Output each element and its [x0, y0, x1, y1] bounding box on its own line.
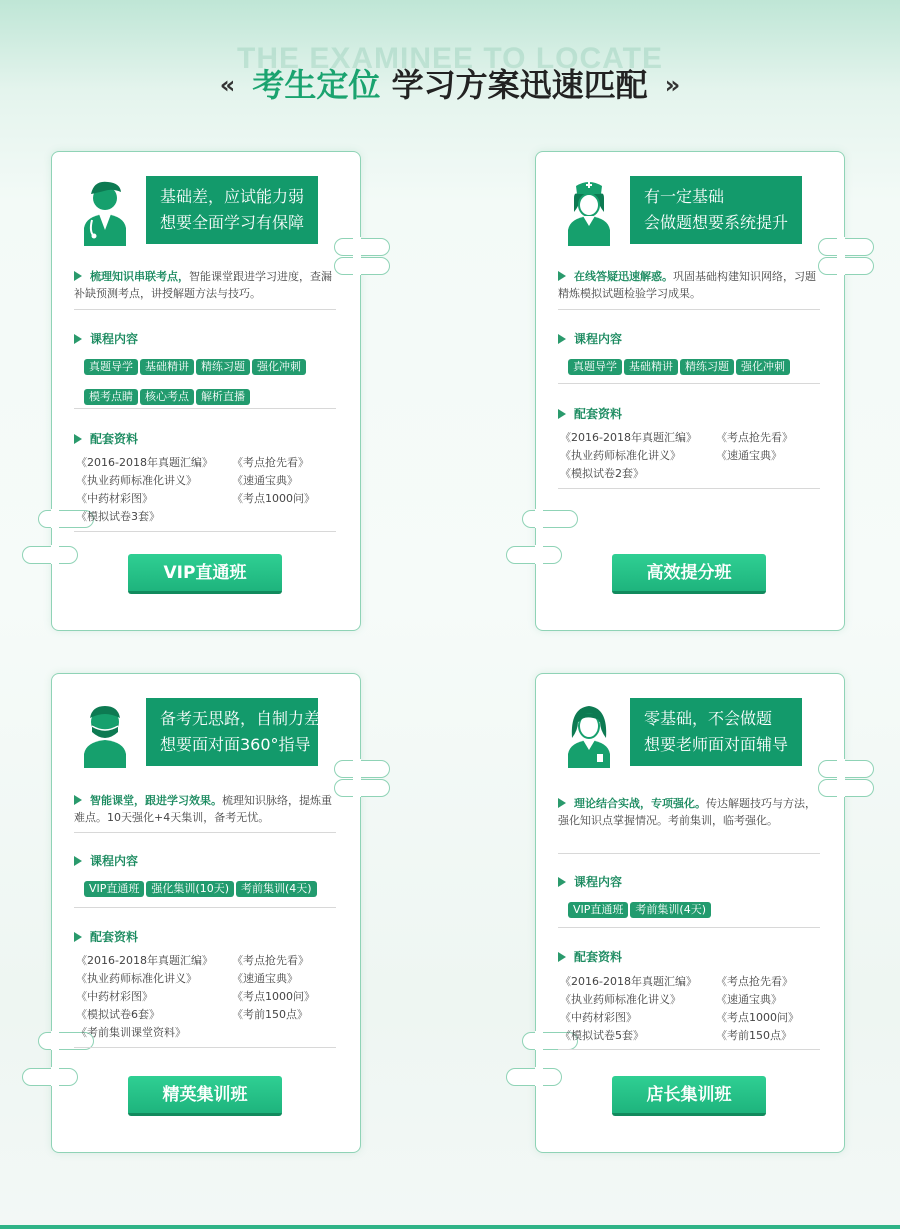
speech-line-1: 有一定基础 — [644, 187, 725, 206]
course-tag: 真题导学 — [84, 359, 138, 375]
speech-bubble — [630, 176, 802, 244]
course-tag: 精练习题 — [196, 359, 250, 375]
speech-line-2: 会做题想要系统提升 — [644, 213, 789, 232]
course-content-title: 课程内容 — [558, 873, 622, 890]
course-tag: 解析直播 — [196, 389, 250, 405]
elite-class-button[interactable]: 精英集训班 — [128, 1076, 282, 1116]
section-header — [0, 30, 900, 110]
section-title — [0, 60, 900, 106]
bullet-triangle-icon — [74, 932, 82, 942]
course-card-manager — [535, 673, 845, 1153]
materials-list — [76, 952, 346, 1042]
course-content-title: 课程内容 — [74, 330, 138, 347]
speech-bubble — [146, 176, 318, 244]
book-item: 《执业药师标准化讲义》 — [560, 449, 681, 462]
speech-line-2: 想要面对面360°指导 — [160, 735, 311, 754]
book-item: 《执业药师标准化讲义》 — [76, 474, 197, 487]
book-item: 《考点抢先看》 — [232, 456, 309, 469]
speech-line-2: 想要老师面对面辅导 — [644, 735, 789, 754]
book-item: 《速通宝典》 — [716, 993, 782, 1006]
course-tag: 模考点睛 — [84, 389, 138, 405]
book-item: 《速通宝典》 — [716, 449, 782, 462]
materials-title: 配套资料 — [558, 405, 622, 422]
speech-line-1: 零基础，不会做题 — [644, 709, 773, 728]
bullet-triangle-icon — [558, 952, 566, 962]
intro-text: 传达解题技巧与方法，强化知识点掌握情况。考前集训，临考强化。 — [558, 797, 816, 827]
speech-bubble — [146, 698, 321, 766]
book-item: 《考点1000问》 — [716, 1011, 799, 1024]
book-item: 《考点抢先看》 — [716, 431, 793, 444]
course-intro — [558, 795, 820, 829]
vip-class-button[interactable]: VIP直通班 — [128, 554, 282, 594]
book-item: 《模拟试卷3套》 — [76, 510, 160, 523]
book-item: 《2016-2018年真题汇编》 — [76, 456, 213, 469]
book-item: 《考前集训课堂资料》 — [76, 1026, 186, 1039]
course-card-efficient — [535, 151, 845, 631]
bullet-triangle-icon — [74, 795, 82, 805]
intro-text: 智能课堂跟进学习进度，查漏补缺预测考点，讲授解题方法与技巧。 — [74, 270, 332, 300]
course-tags — [84, 877, 344, 907]
intro-highlight: 在线答疑迅速解惑。 — [574, 270, 673, 283]
masked-person-icon — [80, 700, 130, 768]
course-card-vip — [51, 151, 361, 631]
intro-highlight: 智能课堂，跟进学习效果。 — [90, 794, 222, 807]
intro-text: 巩固基础构建知识网络，习题精炼模拟试题检验学习成果。 — [558, 270, 816, 300]
course-intro — [74, 268, 336, 302]
course-content-title: 课程内容 — [74, 852, 138, 869]
doctor-icon — [80, 178, 130, 246]
bullet-triangle-icon — [558, 877, 566, 887]
book-item: 《中药材彩图》 — [76, 990, 153, 1003]
book-item: 《2016-2018年真题汇编》 — [560, 431, 697, 444]
course-tag: 基础精讲 — [624, 359, 678, 375]
title-highlight: 考生定位 — [252, 66, 381, 104]
course-tag: 考前集训(4天) — [236, 881, 317, 897]
intro-text: 梳理知识脉络，提炼重难点。10天强化+4天集训，备考无忧。 — [74, 794, 332, 824]
intro-highlight: 梳理知识串联考点， — [90, 270, 189, 283]
book-item: 《执业药师标准化讲义》 — [560, 993, 681, 1006]
course-tag: 基础精讲 — [140, 359, 194, 375]
book-item: 《2016-2018年真题汇编》 — [76, 954, 213, 967]
course-card-elite — [51, 673, 361, 1153]
bullet-triangle-icon — [74, 434, 82, 444]
title-rest: 学习方案迅速匹配 — [391, 66, 648, 104]
bullet-triangle-icon — [74, 271, 82, 281]
book-item: 《速通宝典》 — [232, 972, 298, 985]
book-item: 《考点抢先看》 — [232, 954, 309, 967]
bullet-triangle-icon — [74, 856, 82, 866]
bullet-triangle-icon — [558, 271, 566, 281]
course-tag: 核心考点 — [140, 389, 194, 405]
materials-list — [560, 429, 830, 483]
book-item: 《2016-2018年真题汇编》 — [560, 975, 697, 988]
book-item: 《中药材彩图》 — [76, 492, 153, 505]
intro-highlight: 理论结合实战，专项强化。 — [574, 797, 706, 810]
materials-list — [560, 973, 830, 1045]
speech-line-1: 备考无思路，自制力差 — [160, 709, 321, 728]
materials-title: 配套资料 — [558, 948, 622, 965]
book-item: 《速通宝典》 — [232, 474, 298, 487]
materials-title: 配套资料 — [74, 430, 138, 447]
book-item: 《执业药师标准化讲义》 — [76, 972, 197, 985]
bullet-triangle-icon — [558, 798, 566, 808]
course-tag: 强化冲刺 — [252, 359, 306, 375]
course-tag: 真题导学 — [568, 359, 622, 375]
book-item: 《考点抢先看》 — [716, 975, 793, 988]
course-intro — [558, 268, 820, 302]
course-tag: 强化集训(10天) — [146, 881, 234, 897]
chevron-right-icon: » — [664, 71, 681, 99]
book-item: 《模拟试卷5套》 — [560, 1029, 644, 1042]
materials-title: 配套资料 — [74, 928, 138, 945]
efficient-class-button[interactable]: 高效提分班 — [612, 554, 766, 594]
book-item: 《模拟试卷6套》 — [76, 1008, 160, 1021]
footer-divider — [0, 1225, 900, 1229]
book-item: 《考前150点》 — [232, 1008, 308, 1021]
bullet-triangle-icon — [558, 409, 566, 419]
course-tags — [568, 355, 828, 385]
book-item: 《模拟试卷2套》 — [560, 467, 644, 480]
course-content-title: 课程内容 — [558, 330, 622, 347]
course-tag: 强化冲刺 — [736, 359, 790, 375]
speech-line-1: 基础差，应试能力弱 — [160, 187, 305, 206]
course-tags — [568, 898, 828, 928]
chevron-left-icon: « — [219, 71, 236, 99]
course-tag: 精练习题 — [680, 359, 734, 375]
materials-list — [76, 454, 346, 526]
course-tag: VIP直通班 — [568, 902, 628, 918]
header-watermark-text: THE EXAMINEE TO LOCATE — [237, 42, 663, 75]
speech-line-2: 想要全面学习有保障 — [160, 213, 305, 232]
book-item: 《考点1000问》 — [232, 492, 315, 505]
book-item: 《考点1000问》 — [232, 990, 315, 1003]
course-tags — [84, 355, 344, 415]
book-item: 《考前150点》 — [716, 1029, 792, 1042]
book-item: 《中药材彩图》 — [560, 1011, 637, 1024]
bullet-triangle-icon — [558, 334, 566, 344]
manager-class-button[interactable]: 店长集训班 — [612, 1076, 766, 1116]
course-intro — [74, 792, 336, 826]
course-tag: VIP直通班 — [84, 881, 144, 897]
course-tag: 考前集训(4天) — [630, 902, 711, 918]
bullet-triangle-icon — [74, 334, 82, 344]
speech-bubble — [630, 698, 802, 766]
nurse-icon — [564, 178, 614, 246]
pharmacist-woman-icon — [564, 700, 614, 768]
